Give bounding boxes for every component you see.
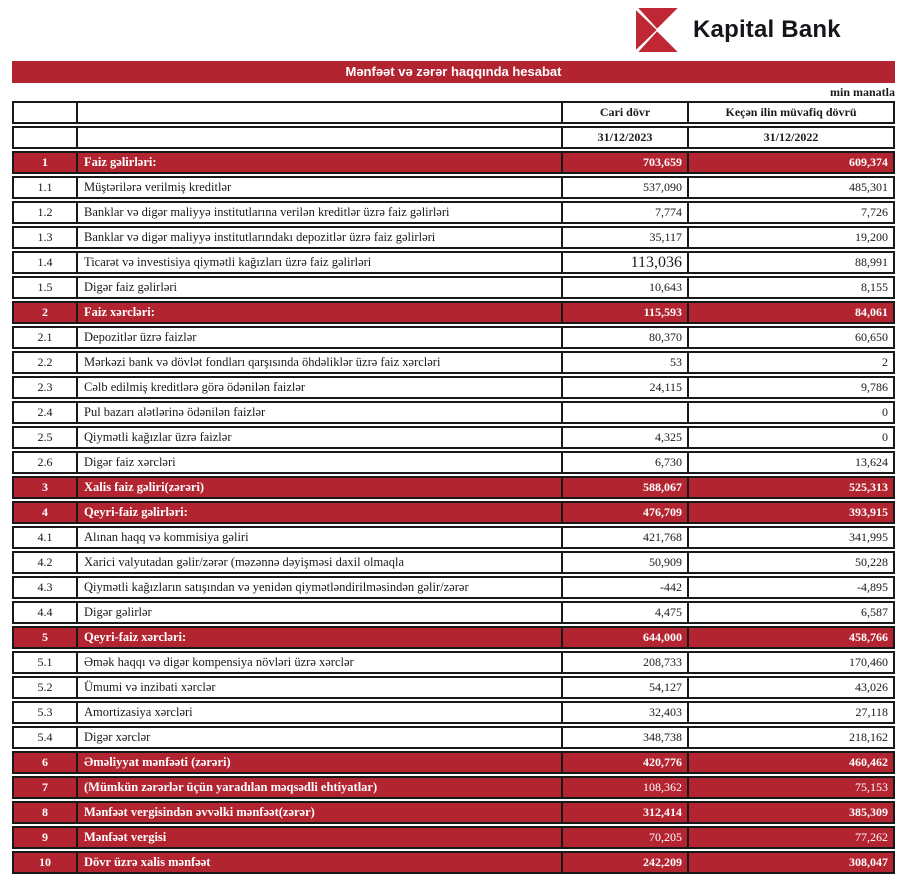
row-number-cell: 7 [42,780,48,794]
row-number-cell: 1.3 [37,230,53,244]
row-previous-value-cell: 341,995 [687,528,893,547]
table-row [12,251,895,274]
row-number-cell: 10 [39,855,51,869]
header-label-cell [76,103,561,122]
row-previous-value-cell: 218,162 [687,728,893,747]
row-previous-value-cell: 50,228 [687,553,893,572]
row-current-value-cell: 242,209 [561,853,687,872]
row-label-cell: Banklar və digər maliyyə institutlarındakı depozitlər üzrə faiz gəlirləri [76,228,561,247]
col-header-previous: Keçən ilin müvafiq dövrü [687,103,893,122]
table-row [12,376,895,399]
row-current-value-cell: 208,733 [561,653,687,672]
table-row [12,776,895,799]
row-label-cell: Əmək haqqı və digər kompensiya növləri üzrə xərclər [76,653,561,672]
col-header-current: Cari dövr [561,103,687,122]
row-number-cell: 4.2 [37,555,53,569]
row-previous-value-cell: 75,153 [687,778,893,797]
row-previous-value-cell: 525,313 [687,478,893,497]
row-current-value-cell: 4,475 [561,603,687,622]
header-label-cell [76,128,561,147]
row-current-value-cell: 50,909 [561,553,687,572]
brand-name: Kapital Bank [693,16,841,43]
row-number-cell: 2.5 [37,430,53,444]
row-previous-value-cell: 0 [687,403,893,422]
report-title-banner [12,61,895,83]
row-previous-value-cell: 485,301 [687,178,893,197]
row-current-value-cell: 7,774 [561,203,687,222]
table-row [12,326,895,349]
row-label-cell: Dövr üzrə xalis mənfəət [76,853,561,872]
row-current-value-cell: 476,709 [561,503,687,522]
table-row [12,401,895,424]
row-label-cell: Pul bazarı alətlərinə ödənilən faizlər [76,403,561,422]
row-number-cell: 5.4 [37,730,53,744]
row-number-cell: 4.4 [37,605,53,619]
unit-note: min manatla [829,85,895,99]
row-number-cell: 5.3 [37,705,53,719]
table-row [12,276,895,299]
row-previous-value-cell: 308,047 [687,853,893,872]
row-number-cell: 4 [42,505,48,519]
row-current-value-cell: 108,362 [561,778,687,797]
row-label-cell: Banklar və digər maliyyə institutlarına verilən kreditlər üzrə faiz gəlirləri [76,203,561,222]
row-label-cell: Digər faiz xərcləri [76,453,561,472]
report-title: Mənfəət və zərər haqqında hesabat [345,64,562,79]
row-number-cell: 1 [42,155,48,169]
row-label-cell: Qiymətli kağızlar üzrə faizlər [76,428,561,447]
row-label-cell: Digər faiz gəlirləri [76,278,561,297]
row-current-value-cell: 10,643 [561,278,687,297]
table-header-row-labels [12,101,895,124]
row-current-value-cell: 70,205 [561,828,687,847]
row-number-cell: 1.1 [37,180,53,194]
row-current-value-cell: 537,090 [561,178,687,197]
row-current-value-cell: 644,000 [561,628,687,647]
col-header-current-date: 31/12/2023 [561,128,687,147]
report-table-body [12,151,895,874]
row-number-cell: 2.2 [37,355,53,369]
row-current-value-cell: 420,776 [561,753,687,772]
report-table [12,101,895,874]
row-label-cell: Faiz xərcləri: [76,303,561,322]
row-previous-value-cell: 60,650 [687,328,893,347]
row-label-cell: Qeyri-faiz xərcləri: [76,628,561,647]
row-label-cell: Cəlb edilmiş kreditlərə görə ödənilən faizlər [76,378,561,397]
table-row [12,226,895,249]
table-row [12,726,895,749]
row-label-cell: Qiymətli kağızların satışından və yenidən qiymətləndirilməsindən gəlir/zərər [76,578,561,597]
row-previous-value-cell: 7,726 [687,203,893,222]
row-number-cell: 6 [42,755,48,769]
row-previous-value-cell: 460,462 [687,753,893,772]
row-previous-value-cell: 8,155 [687,278,893,297]
row-number-cell: 2.3 [37,380,53,394]
row-label-cell: (Mümkün zərərlər üçün yaradılan məqsədli ehtiyatlar) [76,778,561,797]
row-label-cell: Əməliyyat mənfəəti (zərəri) [76,753,561,772]
table-row [12,526,895,549]
row-label-cell: Faiz gəlirləri: [76,153,561,172]
row-previous-value-cell: 13,624 [687,453,893,472]
page-header [0,0,906,61]
table-row [12,426,895,449]
row-current-value-cell: 53 [561,353,687,372]
row-number-cell: 1.2 [37,205,53,219]
row-previous-value-cell: 43,026 [687,678,893,697]
row-current-value-cell: -442 [561,578,687,597]
row-label-cell: Ümumi və inzibati xərclər [76,678,561,697]
row-number-cell: 5.1 [37,655,53,669]
row-label-cell: Amortizasiya xərcləri [76,703,561,722]
table-row [12,151,895,174]
table-row [12,701,895,724]
table-row [12,501,895,524]
kapital-bank-logo-icon [636,8,680,52]
row-number-cell: 1.5 [37,280,53,294]
row-previous-value-cell: 385,309 [687,803,893,822]
row-previous-value-cell: 6,587 [687,603,893,622]
table-row [12,351,895,374]
row-current-value-cell: 113,036 [561,253,687,272]
row-current-value-cell: 80,370 [561,328,687,347]
table-row [12,676,895,699]
row-previous-value-cell: 2 [687,353,893,372]
row-label-cell: Xalis faiz gəliri(zərəri) [76,478,561,497]
row-number-cell: 9 [42,830,48,844]
row-current-value-cell: 312,414 [561,803,687,822]
row-number-cell: 4.3 [37,580,53,594]
row-number-cell: 3 [42,480,48,494]
table-row [12,551,895,574]
row-previous-value-cell: 0 [687,428,893,447]
row-previous-value-cell: 27,118 [687,703,893,722]
row-current-value-cell: 32,403 [561,703,687,722]
row-number-cell: 1.4 [37,255,53,269]
row-label-cell: Xarici valyutadan gəlir/zərər (məzənnə dəyişməsi daxil olmaqla [76,553,561,572]
row-current-value-cell: 421,768 [561,528,687,547]
table-row [12,576,895,599]
row-label-cell: Mənfəət vergisindən əvvəlki mənfəət(zərər) [76,803,561,822]
row-current-value-cell: 4,325 [561,428,687,447]
table-row [12,301,895,324]
table-header-row-dates [12,126,895,149]
row-current-value-cell: 115,593 [561,303,687,322]
table-row [12,826,895,849]
row-previous-value-cell: 84,061 [687,303,893,322]
row-number-cell: 2 [42,305,48,319]
row-previous-value-cell: 19,200 [687,228,893,247]
row-number-cell: 2.6 [37,455,53,469]
table-row [12,851,895,874]
row-number-cell: 4.1 [37,530,53,544]
row-current-value-cell: 54,127 [561,678,687,697]
row-label-cell: Mərkəzi bank və dövlət fondları qarşısında öhdəliklər üzrə faiz xərcləri [76,353,561,372]
row-label-cell: Mənfəət vergisi [76,828,561,847]
row-previous-value-cell: 88,991 [687,253,893,272]
row-current-value-cell: 6,730 [561,453,687,472]
row-current-value-cell: 588,067 [561,478,687,497]
table-row [12,201,895,224]
row-current-value-cell: 348,738 [561,728,687,747]
row-number-cell: 5 [42,630,48,644]
row-previous-value-cell: 458,766 [687,628,893,647]
row-number-cell: 2.4 [37,405,53,419]
row-current-value-cell [561,403,687,422]
row-previous-value-cell: 393,915 [687,503,893,522]
col-header-previous-date: 31/12/2022 [687,128,893,147]
row-number-cell: 2.1 [37,330,53,344]
row-label-cell: Alınan haqq və kommisiya gəliri [76,528,561,547]
table-row [12,801,895,824]
brand-logo [636,8,841,52]
table-row [12,601,895,624]
header-number-cell [14,128,76,147]
row-label-cell: Digər xərclər [76,728,561,747]
row-previous-value-cell: 609,374 [687,153,893,172]
row-previous-value-cell: 9,786 [687,378,893,397]
table-row [12,751,895,774]
row-label-cell: Depozitlər üzrə faizlər [76,328,561,347]
table-row [12,451,895,474]
table-row [12,176,895,199]
row-label-cell: Qeyri-faiz gəlirləri: [76,503,561,522]
table-row [12,651,895,674]
row-current-value-cell: 703,659 [561,153,687,172]
row-previous-value-cell: -4,895 [687,578,893,597]
header-number-cell [14,103,76,122]
table-row [12,626,895,649]
row-previous-value-cell: 77,262 [687,828,893,847]
row-label-cell: Digər gəlirlər [76,603,561,622]
row-current-value-cell: 24,115 [561,378,687,397]
row-number-cell: 8 [42,805,48,819]
row-label-cell: Müştərilərə verilmiş kreditlər [76,178,561,197]
row-label-cell: Ticarət və investisiya qiymətli kağızları üzrə faiz gəlirləri [76,253,561,272]
row-previous-value-cell: 170,460 [687,653,893,672]
row-number-cell: 5.2 [37,680,53,694]
table-row [12,476,895,499]
row-current-value-cell: 35,117 [561,228,687,247]
